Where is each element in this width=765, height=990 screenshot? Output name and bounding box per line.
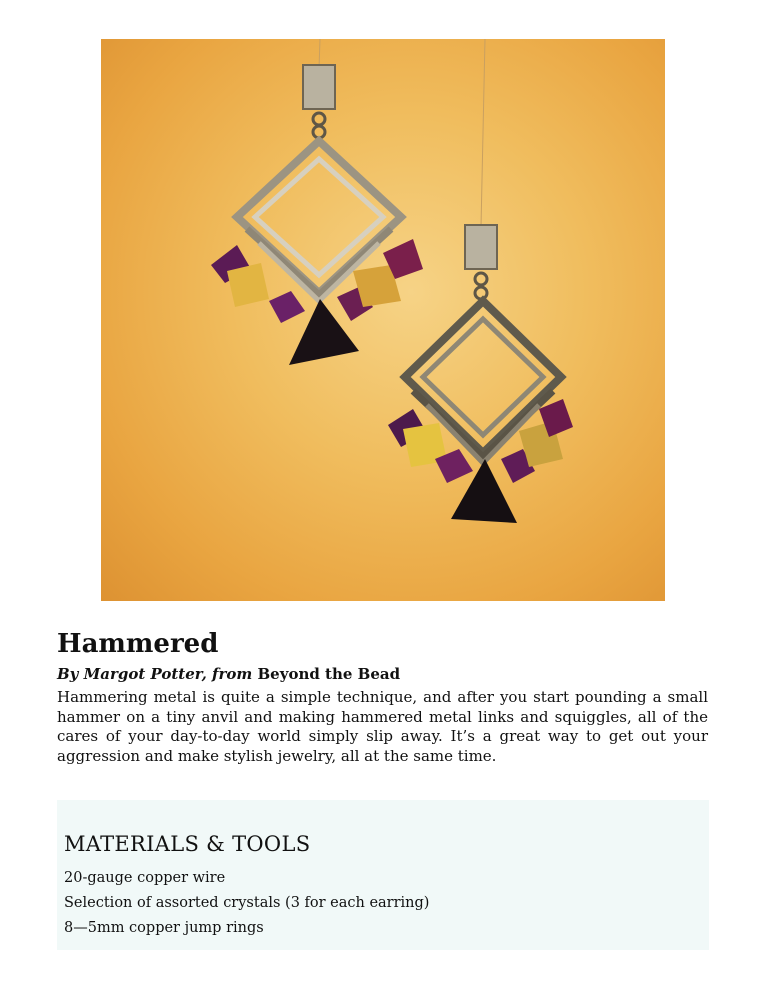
article-intro: Hammering metal is quite a simple technique, and after you start pounding a small hammer on a tiny anvil and making hammered metal links and squiggles, all of the cares of your day-to-day world simply slip away. It’s a great way to get out your aggression and make stylish jewelry, all at the same time. xyxy=(57,688,708,765)
materials-item: Selection of assorted crystals (3 for each earring) xyxy=(64,895,430,911)
materials-list xyxy=(64,866,429,941)
byline-author: By Margot Potter, from xyxy=(57,665,253,683)
materials-item: 20-gauge copper wire xyxy=(64,870,226,886)
earrings-illustration xyxy=(101,39,665,601)
article-title: Hammered xyxy=(57,629,219,659)
byline-book-title: Beyond the Bead xyxy=(257,665,401,683)
materials-heading: MATERIALS & TOOLS xyxy=(64,832,311,856)
earrings-photo xyxy=(101,39,665,601)
materials-item: 8—5mm copper jump rings xyxy=(64,920,264,936)
left-earring xyxy=(211,65,423,365)
materials-box xyxy=(57,800,709,950)
article-byline xyxy=(57,665,400,683)
